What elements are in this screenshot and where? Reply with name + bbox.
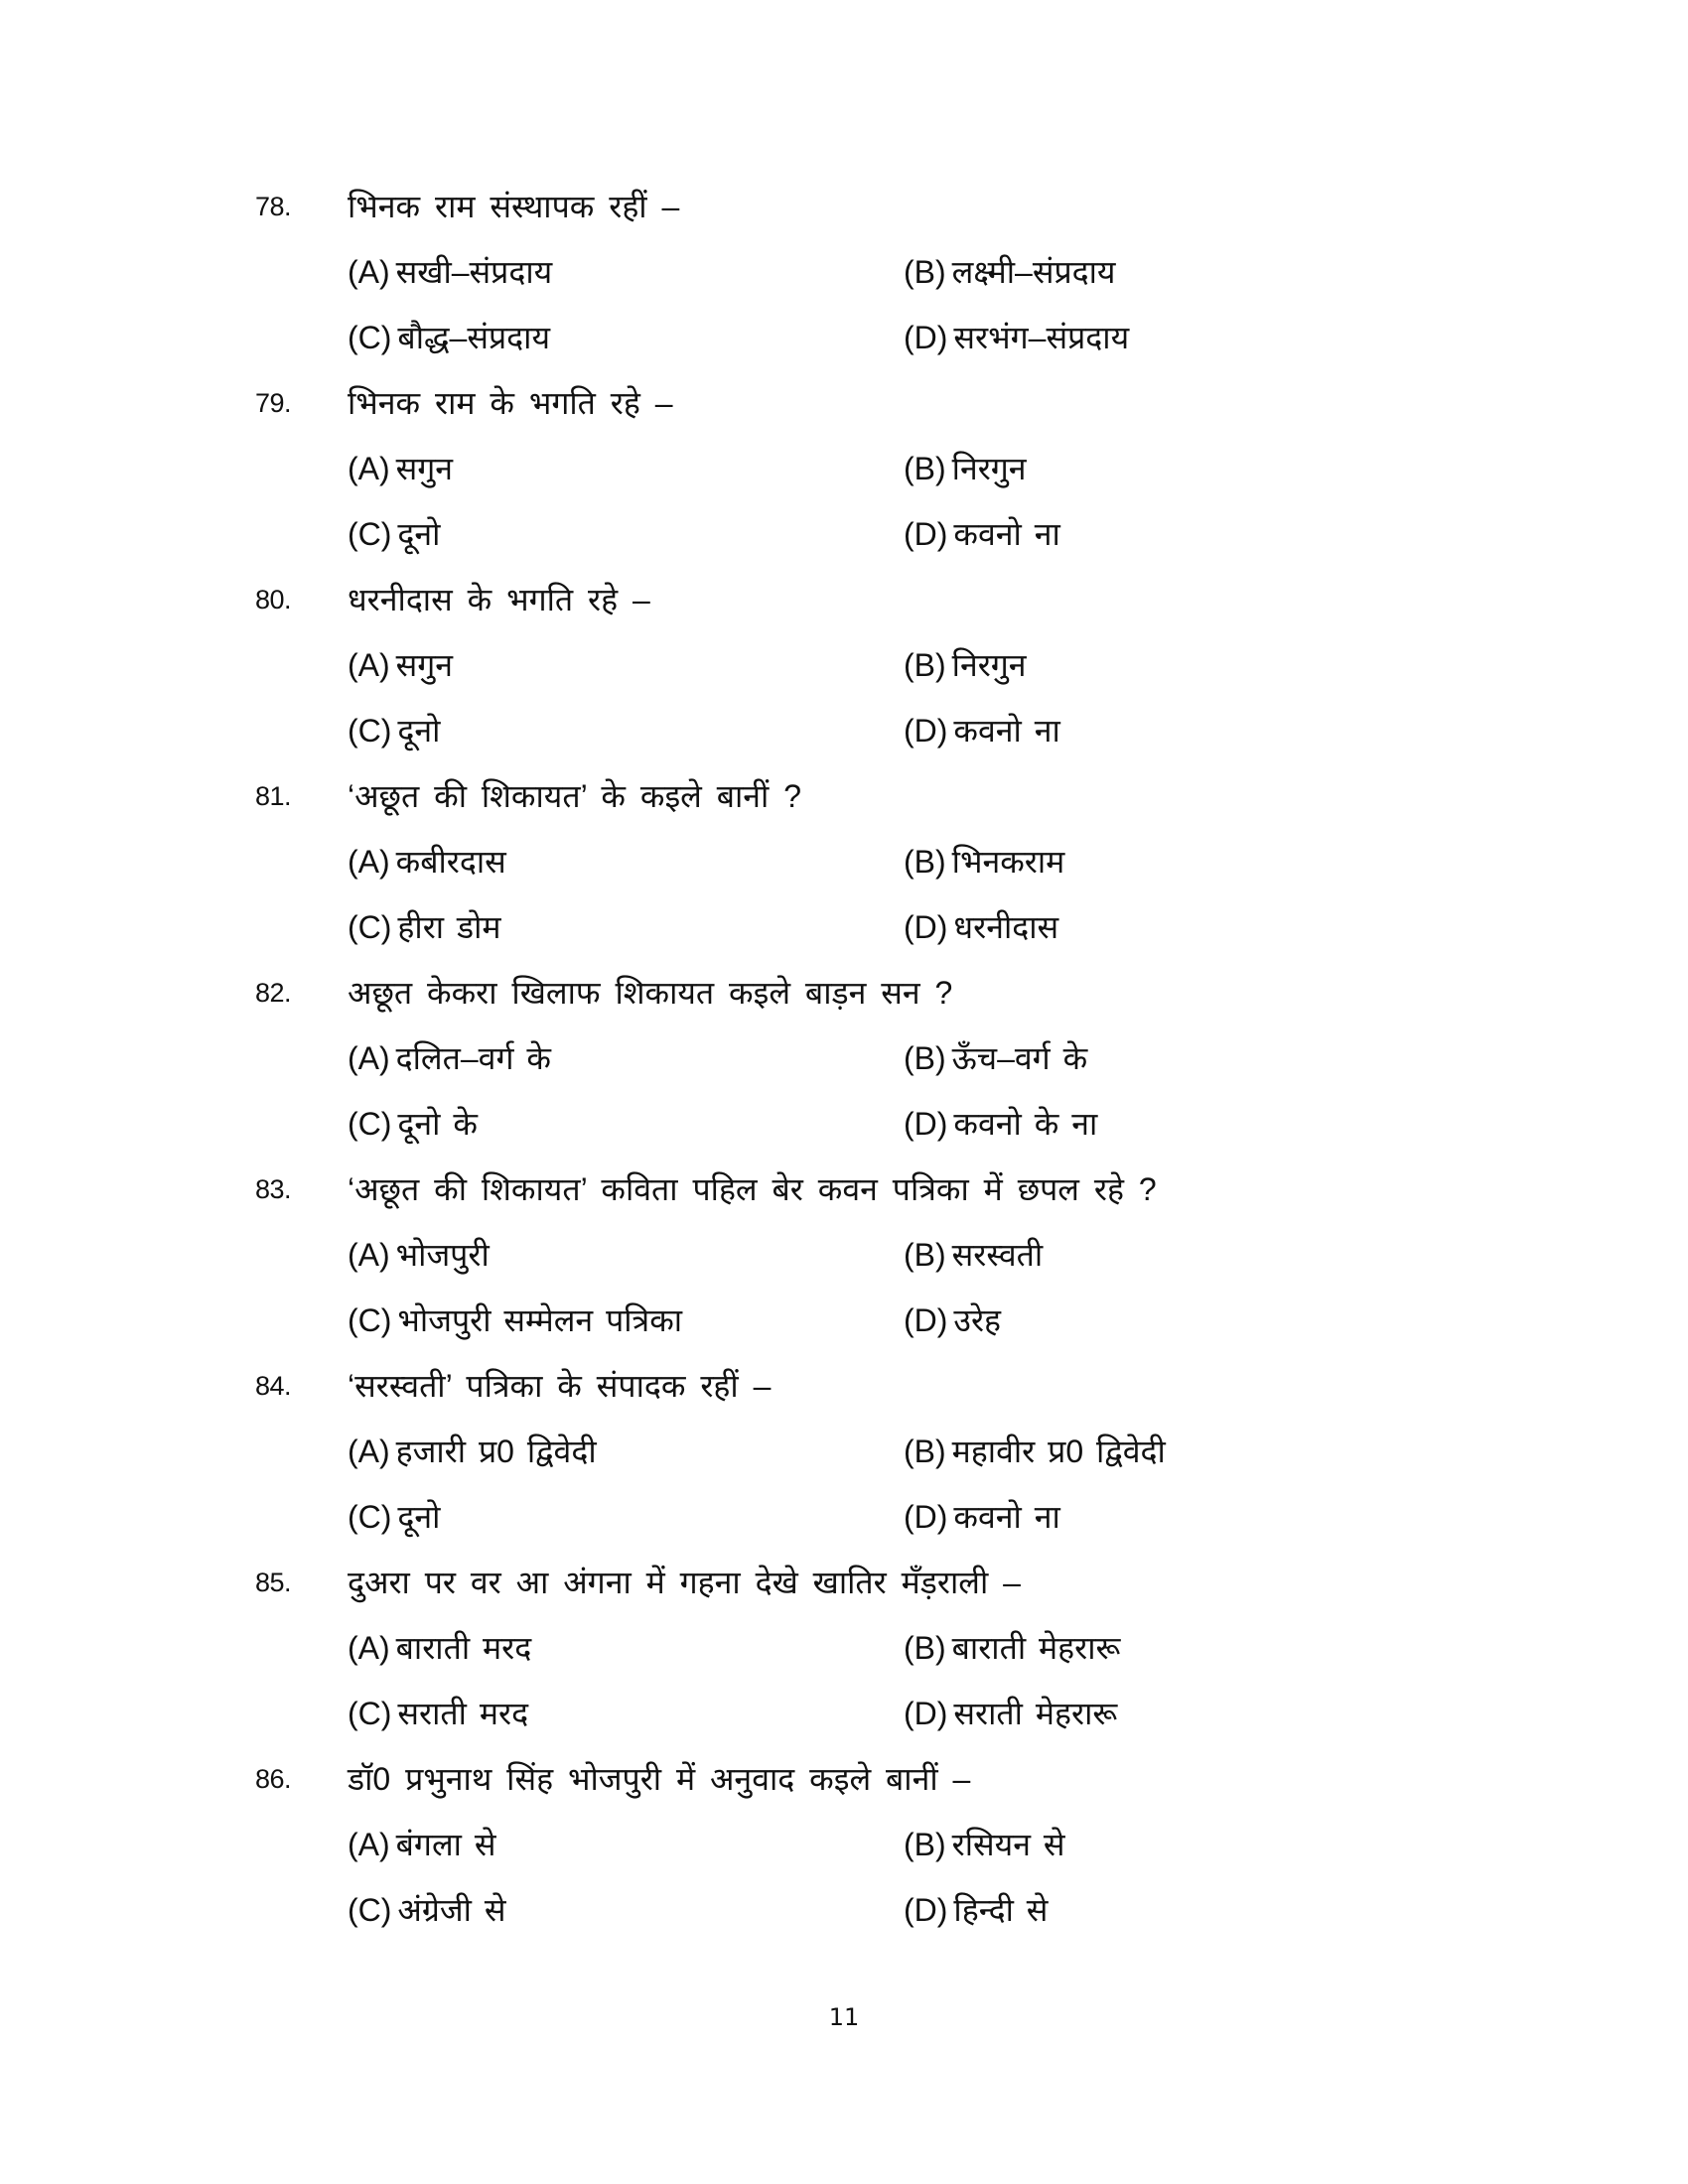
option-c	[348, 1484, 440, 1550]
option-c	[348, 1288, 682, 1353]
option-label: (D)	[904, 1106, 948, 1142]
option-c	[348, 698, 440, 763]
option-text: महावीर प्र0 द्विवेदी	[951, 1433, 1166, 1469]
option-text: दूनो	[397, 713, 441, 749]
question-82	[0, 960, 1688, 1157]
option-text: भोजपुरी सम्मेलन पत्रिका	[397, 1302, 683, 1338]
option-b	[904, 1812, 1065, 1877]
option-a	[348, 1615, 531, 1681]
question-text: ‘सरस्वती’ पत्रिका के संपादक रहीं –	[348, 1368, 772, 1404]
option-a	[348, 1812, 495, 1877]
option-text: दूनो	[397, 1499, 441, 1535]
option-text: सराती मरद	[397, 1696, 529, 1731]
page-number: 11	[828, 2003, 860, 2031]
question-number: 83.	[255, 1174, 292, 1204]
option-text: दूनो के	[397, 1106, 478, 1142]
option-a	[348, 829, 506, 894]
question-81	[0, 763, 1688, 960]
option-label: (C)	[348, 1892, 392, 1928]
question-text: दुअरा पर वर आ अंगना में गहना देखे खातिर मँड़राली –	[348, 1565, 1021, 1600]
option-b	[904, 632, 1027, 698]
option-label: (C)	[348, 1302, 392, 1338]
option-c	[348, 305, 550, 370]
option-label: (A)	[348, 1827, 390, 1862]
option-text: सखी–संप्रदाय	[395, 254, 553, 290]
option-c	[348, 1877, 505, 1943]
option-text: कबीरदास	[395, 844, 506, 880]
option-text: सगुन	[395, 647, 454, 683]
option-text: सरभंग–संप्रदाय	[953, 320, 1130, 355]
option-label: (B)	[904, 1040, 946, 1076]
option-text: हीरा डोम	[397, 909, 501, 945]
question-86	[0, 1746, 1688, 1943]
option-label: (C)	[348, 909, 392, 945]
option-label: (A)	[348, 1040, 390, 1076]
option-d	[904, 305, 1129, 370]
option-text: सगुन	[395, 451, 454, 486]
option-b	[904, 829, 1064, 894]
option-text: निरगुन	[951, 647, 1027, 683]
option-d	[904, 1681, 1117, 1746]
question-79	[0, 370, 1688, 567]
option-label: (A)	[348, 1630, 390, 1666]
question-83	[0, 1157, 1688, 1353]
option-label: (D)	[904, 713, 948, 749]
option-text: बौद्ध–संप्रदाय	[397, 320, 551, 355]
question-number: 85.	[255, 1568, 292, 1597]
option-c	[348, 501, 440, 567]
option-text: बाराती मेहरारू	[951, 1630, 1121, 1666]
option-text: भिनकराम	[951, 844, 1065, 880]
option-label: (A)	[348, 844, 390, 880]
option-text: बाराती मरद	[395, 1630, 532, 1666]
question-text: अछूत केकरा खिलाफ शिकायत कइले बाड़न सन ?	[348, 975, 953, 1011]
option-d	[904, 698, 1060, 763]
option-label: (A)	[348, 647, 390, 683]
option-label: (B)	[904, 844, 946, 880]
option-d	[904, 1091, 1097, 1157]
option-d	[904, 1877, 1048, 1943]
option-text: उरेह	[953, 1302, 1002, 1338]
option-label: (C)	[348, 1696, 392, 1731]
option-label: (B)	[904, 1827, 946, 1862]
option-label: (B)	[904, 1630, 946, 1666]
option-text: बंगला से	[395, 1827, 496, 1862]
option-text: कवनो ना	[953, 1499, 1060, 1535]
option-d	[904, 1288, 1001, 1353]
question-text: भिनक राम संस्थापक रहीं –	[348, 189, 680, 224]
option-a	[348, 1419, 597, 1484]
option-c	[348, 1681, 528, 1746]
option-text: कवनो ना	[953, 516, 1060, 552]
option-label: (A)	[348, 254, 390, 290]
option-a	[348, 1222, 490, 1288]
option-text: सरस्वती	[951, 1237, 1044, 1273]
question-text: ‘अछूत की शिकायत’ कविता पहिल बेर कवन पत्रिका में छपल रहे ?	[348, 1171, 1157, 1207]
question-80	[0, 567, 1688, 763]
option-label: (D)	[904, 1892, 948, 1928]
option-text: दलित–वर्ग के	[395, 1040, 551, 1076]
option-b	[904, 1419, 1166, 1484]
option-label: (B)	[904, 451, 946, 486]
question-78	[0, 174, 1688, 370]
option-label: (D)	[904, 516, 948, 552]
question-number: 80.	[255, 585, 292, 614]
option-b	[904, 239, 1116, 305]
question-85	[0, 1550, 1688, 1746]
option-b	[904, 436, 1027, 501]
option-c	[348, 894, 501, 960]
question-number: 78.	[255, 192, 292, 221]
option-label: (D)	[904, 1302, 948, 1338]
question-number: 84.	[255, 1371, 292, 1401]
option-b	[904, 1615, 1120, 1681]
option-label: (B)	[904, 254, 946, 290]
option-text: रसियन से	[951, 1827, 1065, 1862]
option-a	[348, 1025, 551, 1091]
option-text: दूनो	[397, 516, 441, 552]
question-number: 79.	[255, 388, 292, 418]
option-label: (A)	[348, 1433, 390, 1469]
option-text: ऊँच–वर्ग के	[951, 1040, 1088, 1076]
question-number: 82.	[255, 978, 292, 1008]
option-d	[904, 1484, 1060, 1550]
option-text: धरनीदास	[953, 909, 1059, 945]
option-label: (A)	[348, 1237, 390, 1273]
option-label: (D)	[904, 909, 948, 945]
question-number: 81.	[255, 781, 292, 811]
question-text: भिनक राम के भगति रहे –	[348, 385, 673, 421]
question-84	[0, 1353, 1688, 1550]
option-text: हजारी प्र0 द्विवेदी	[395, 1433, 597, 1469]
option-label: (B)	[904, 1237, 946, 1273]
question-text: धरनीदास के भगति रहे –	[348, 582, 650, 617]
option-label: (D)	[904, 1499, 948, 1535]
option-label: (D)	[904, 320, 948, 355]
option-label: (D)	[904, 1696, 948, 1731]
option-b	[904, 1222, 1043, 1288]
option-b	[904, 1025, 1087, 1091]
question-text: ‘अछूत की शिकायत’ के कइले बानीं ?	[348, 778, 802, 814]
question-text: डॉ0 प्रभुनाथ सिंह भोजपुरी में अनुवाद कइले बानीं –	[348, 1761, 971, 1797]
option-a	[348, 239, 552, 305]
option-a	[348, 632, 453, 698]
question-number: 86.	[255, 1764, 292, 1794]
option-label: (B)	[904, 1433, 946, 1469]
option-text: कवनो के ना	[953, 1106, 1098, 1142]
option-text: अंग्रेजी से	[397, 1892, 506, 1928]
option-text: निरगुन	[951, 451, 1027, 486]
option-text: भोजपुरी	[395, 1237, 490, 1273]
option-label: (A)	[348, 451, 390, 486]
option-text: सराती मेहरारू	[953, 1696, 1118, 1731]
option-d	[904, 894, 1058, 960]
option-c	[348, 1091, 478, 1157]
option-text: लक्ष्मी–संप्रदाय	[951, 254, 1116, 290]
option-label: (C)	[348, 1106, 392, 1142]
option-label: (C)	[348, 320, 392, 355]
option-label: (C)	[348, 713, 392, 749]
option-a	[348, 436, 453, 501]
option-label: (B)	[904, 647, 946, 683]
option-label: (C)	[348, 516, 392, 552]
option-text: हिन्दी से	[953, 1892, 1049, 1928]
option-d	[904, 501, 1060, 567]
option-text: कवनो ना	[953, 713, 1060, 749]
option-label: (C)	[348, 1499, 392, 1535]
